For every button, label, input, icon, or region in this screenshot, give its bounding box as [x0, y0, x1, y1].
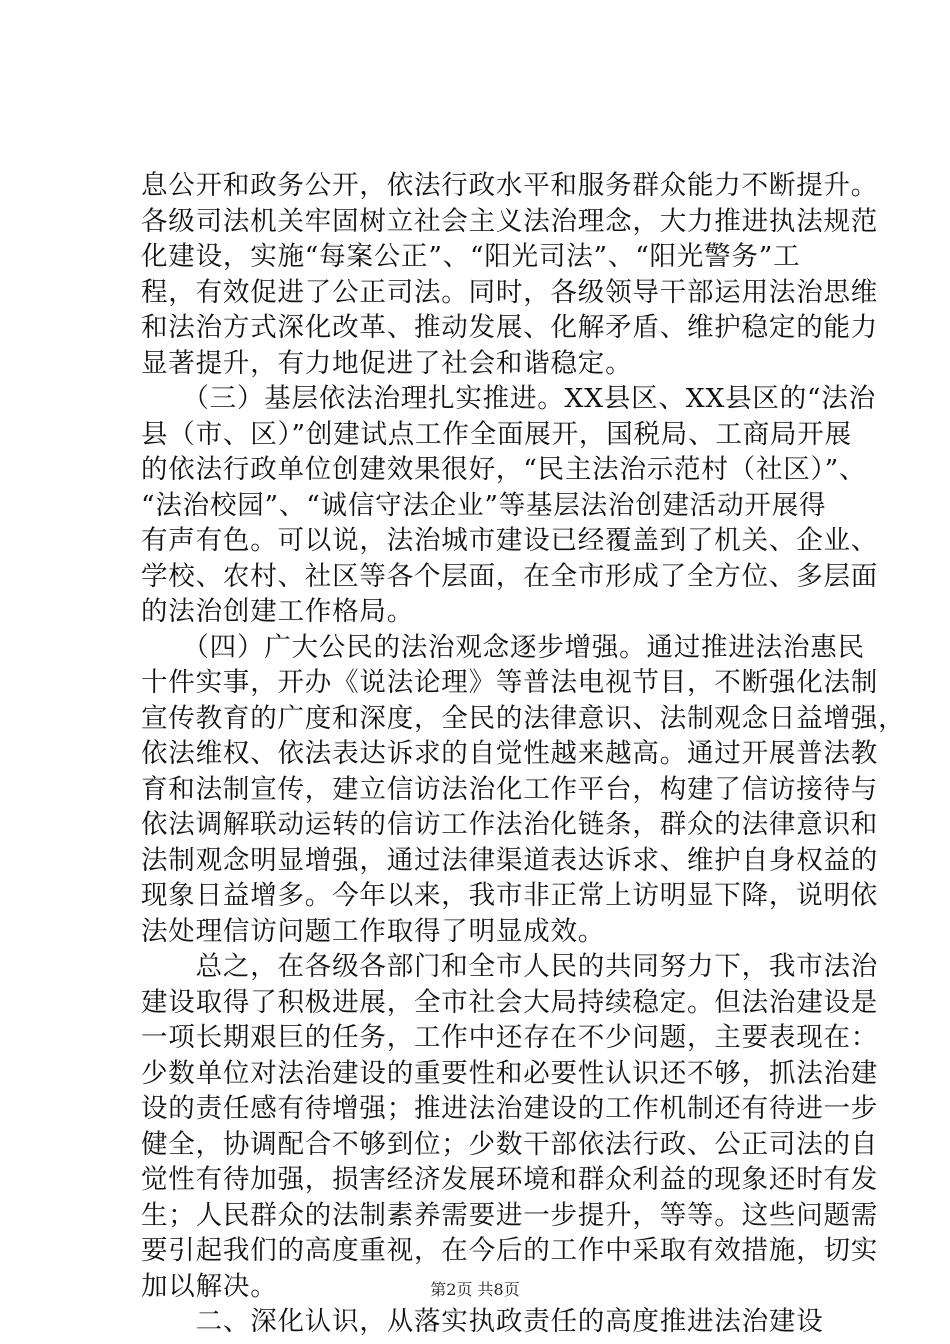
- text-line: 县（市、区）”创建试点工作全面展开，国税局、工商局开展: [141, 418, 852, 450]
- text-line: 现象日益增多。今年以来，我市非正常上访明显下降，说明依: [141, 880, 879, 911]
- text-line: 加以解决。: [141, 1270, 278, 1302]
- text-line: （三）基层依法治理扎实推进。XX县区、XX县区的“法治: [141, 383, 876, 414]
- document-body: [141, 168, 906, 1340]
- text-line: 各级司法机关牢固树立社会主义法治理念，大力推进执法规范: [141, 205, 879, 237]
- text-line: 建设取得了积极进展，全市社会大局持续稳定。但法治建设是: [141, 986, 879, 1018]
- text-line: 法处理信访问题工作取得了明显成效。: [141, 915, 606, 947]
- text-line: 觉性有待加强，损害经济发展环境和群众利益的现象还时有发: [141, 1164, 879, 1195]
- text-line: 少数单位对法治建设的重要性和必要性认识还不够，抓法治建: [141, 1057, 879, 1089]
- text-line: 要引起我们的高度重视，在今后的工作中采取有效措施，切实: [141, 1235, 879, 1266]
- text-line: （四）广大公民的法治观念逐步增强。通过推进法治惠民: [141, 631, 865, 663]
- text-line: 法制观念明显增强，通过法律渠道表达诉求、维护自身权益的: [141, 844, 879, 876]
- text-line: 总之，在各级各部门和全市人民的共同努力下，我市法治: [141, 951, 879, 982]
- text-line: 化建设，实施“每案公正”、“阳光司法”、“阳光警务”工: [141, 241, 801, 272]
- text-line: “法治校园”、“诚信守法企业”等基层法治创建活动开展得: [141, 489, 827, 521]
- text-line: 育和法制宣传，建立信访法治化工作平台，构建了信访接待与: [141, 773, 879, 805]
- text-line: 有声有色。可以说，法治城市建设已经覆盖到了机关、企业、: [141, 525, 879, 556]
- text-line: 息公开和政务公开，依法行政水平和服务群众能力不断提升。: [141, 170, 879, 201]
- text-line: 和法治方式深化改革、推动发展、化解矛盾、维护稳定的能力: [141, 312, 879, 343]
- text-line: 程，有效促进了公正司法。同时，各级领导干部运用法治思维: [141, 276, 879, 308]
- text-line: 十件实事，开办《说法论理》等普法电视节目，不断强化法制: [141, 667, 879, 698]
- text-line: 设的责任感有待增强；推进法治建设的工作机制还有待进一步: [141, 1093, 879, 1124]
- text-line: 依法调解联动运转的信访工作法治化链条，群众的法律意识和: [141, 809, 879, 840]
- text-line: 的依法行政单位创建效果很好，“民主法治示范村（社区）”、: [141, 454, 867, 485]
- page-footer: 第2页 共8页: [430, 1280, 520, 1299]
- text-line: 二、深化认识，从落实执政责任的高度推进法治建设: [141, 1306, 824, 1337]
- text-line: 学校、农村、社区等各个层面，在全市形成了全方位、多层面: [141, 560, 879, 592]
- text-line: 生；人民群众的法制素养需要进一步提升，等等。这些问题需: [141, 1199, 879, 1231]
- text-line: 的法治创建工作格局。: [141, 596, 414, 627]
- text-line: 健全，协调配合不够到位；少数干部依法行政、公正司法的自: [141, 1128, 879, 1160]
- text-line: 依法维权、依法表达诉求的自觉性越来越高。通过开展普法教: [141, 738, 879, 769]
- text-line: 显著提升，有力地促进了社会和谐稳定。: [141, 347, 633, 379]
- text-line: 宣传教育的广度和深度，全民的法律意识、法制观念日益增强，: [141, 702, 906, 734]
- text-line: 一项长期艰巨的任务，工作中还存在不少问题，主要表现在：: [141, 1022, 879, 1053]
